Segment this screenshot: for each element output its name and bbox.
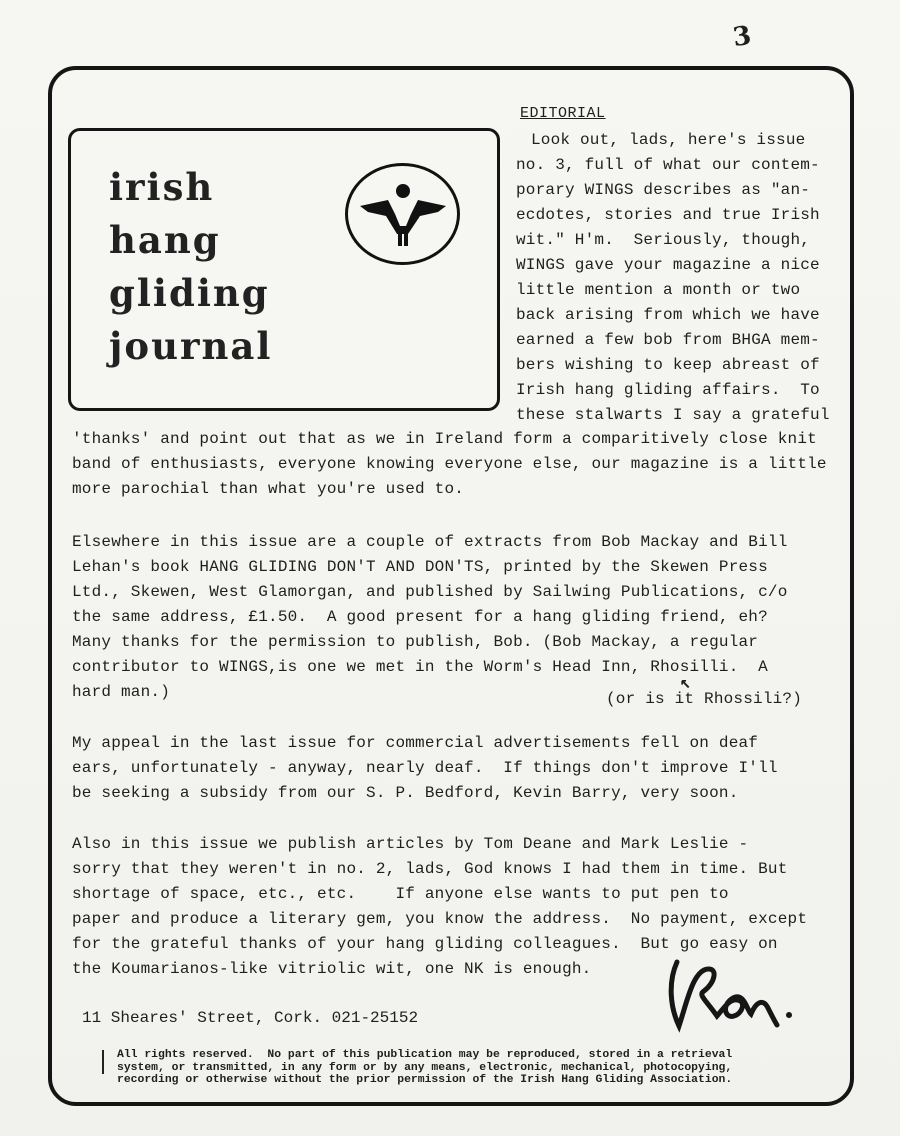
- editorial-line: these stalwarts I say a grateful: [516, 406, 830, 424]
- editorial-aside: (or is it Rhossili?): [606, 690, 803, 708]
- editorial-line: Irish hang gliding affairs. To: [516, 381, 820, 399]
- masthead-line-journal: journal: [109, 324, 273, 368]
- editorial-line: little mention a month or two: [516, 281, 801, 299]
- hang-glider-logo-icon: [345, 163, 460, 265]
- editorial-line: back arising from which we have: [516, 306, 820, 324]
- editorial-line: ecdotes, stories and true Irish: [516, 206, 820, 224]
- editorial-line: no. 3, full of what our contem-: [516, 156, 820, 174]
- copyright-notice: All rights reserved. No part of this publication may be reproduced, stored in a retrieval system, or transmitted, in any form or by any means, electronic, mechanical, photocopying, recording or otherwise without the prior permission of the Irish Hang Gliding Association.: [117, 1049, 733, 1086]
- editorial-line: 'thanks' and point out that as we in Ireland form a comparitively close knit: [72, 430, 817, 448]
- editorial-line: contributor to WINGS,is one we met in the Worm's Head Inn, Rhosilli. A: [72, 658, 768, 676]
- editorial-line: the same address, £1.50. A good present for a hang gliding friend, eh?: [72, 608, 768, 626]
- editorial-line: Many thanks for the permission to publish, Bob. (Bob Mackay, a regular: [72, 633, 759, 651]
- editorial-line: shortage of space, etc., etc. If anyone else wants to put pen to: [72, 885, 729, 903]
- editorial-line: My appeal in the last issue for commercial advertisements fell on deaf: [72, 734, 759, 752]
- editorial-line: hard man.): [72, 683, 171, 701]
- editorial-line: porary WINGS describes as "an-: [516, 181, 811, 199]
- editorial-line: the Koumarianos-like vitriolic wit, one NK is enough.: [72, 960, 592, 978]
- page-number: 3: [731, 20, 754, 54]
- editorial-line: for the grateful thanks of your hang gliding colleagues. But go easy on: [72, 935, 778, 953]
- margin-mark: [102, 1050, 104, 1074]
- editorial-line: Look out, lads, here's issue: [531, 131, 806, 149]
- editorial-line: ears, unfortunately - anyway, nearly deaf. If things don't improve I'll: [72, 759, 778, 777]
- editorial-line: earned a few bob from BHGA mem-: [516, 331, 820, 349]
- editorial-line: bers wishing to keep abreast of: [516, 356, 820, 374]
- editorial-line: paper and produce a literary gem, you know the address. No payment, except: [72, 910, 808, 928]
- contact-address: 11 Sheares' Street, Cork. 021-25152: [82, 1009, 419, 1027]
- masthead-line-hang: hang: [109, 218, 221, 262]
- editorial-line: more parochial than what you're used to.: [72, 480, 465, 498]
- editorial-line: WINGS gave your magazine a nice: [516, 256, 820, 274]
- masthead-line-irish: irish: [109, 165, 215, 209]
- editorial-line: band of enthusiasts, everyone knowing everyone else, our magazine is a little: [72, 455, 827, 473]
- editorial-line: Ltd., Skewen, West Glamorgan, and published by Sailwing Publications, c/o: [72, 583, 788, 601]
- editorial-line: be seeking a subsidy from our S. P. Bedford, Kevin Barry, very soon.: [72, 784, 739, 802]
- editorial-line: wit." H'm. Seriously, though,: [516, 231, 811, 249]
- editorial-line: sorry that they weren't in no. 2, lads, God knows I had them in time. But: [72, 860, 788, 878]
- editorial-line: Elsewhere in this issue are a couple of extracts from Bob Mackay and Bill: [72, 533, 788, 551]
- editorial-line: Also in this issue we publish articles by Tom Deane and Mark Leslie -: [72, 835, 749, 853]
- masthead-title: [109, 161, 272, 373]
- editorial-heading: EDITORIAL: [520, 105, 606, 122]
- editorial-line: Lehan's book HANG GLIDING DON'T AND DON'TS, printed by the Skewen Press: [72, 558, 768, 576]
- insertion-caret-icon: ↖: [680, 674, 691, 694]
- masthead-line-gliding: gliding: [109, 271, 270, 315]
- handwritten-signature: [665, 952, 800, 1047]
- masthead-box: [68, 128, 500, 411]
